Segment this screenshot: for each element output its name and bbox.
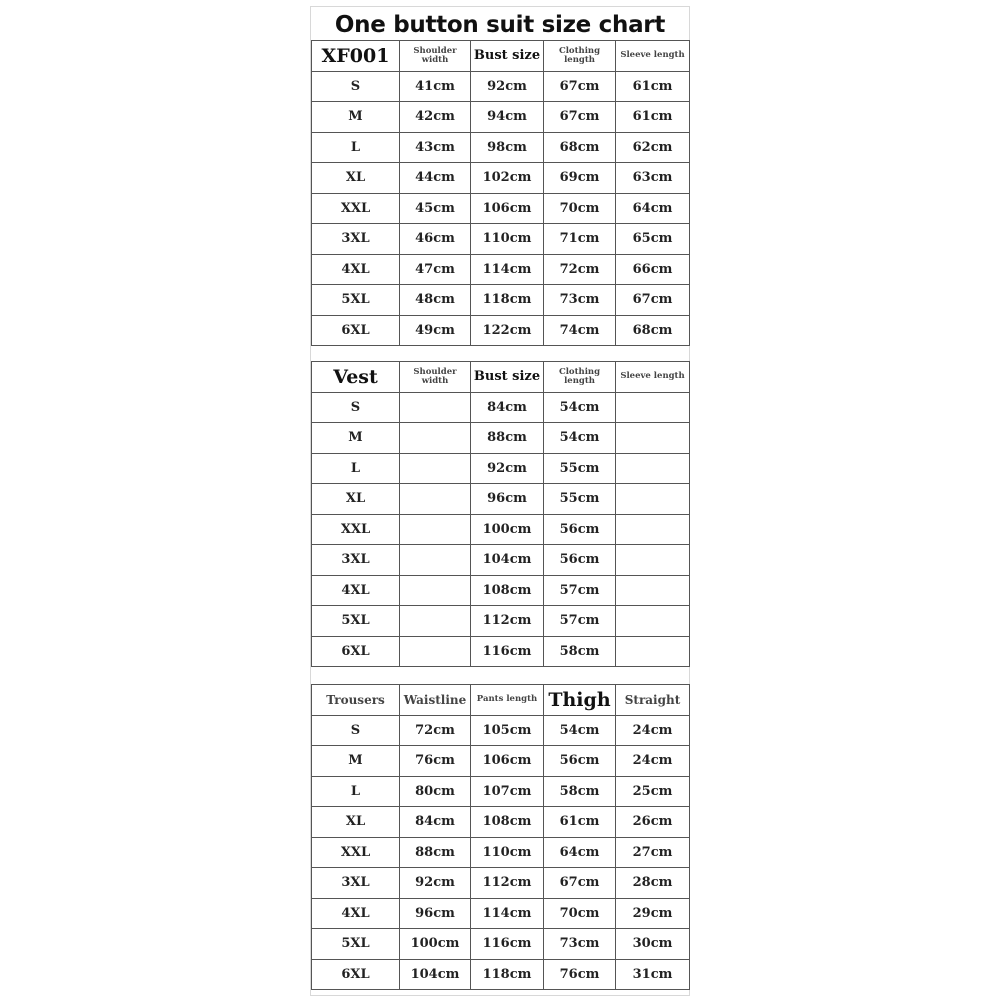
measurement-cell: 73cm <box>544 929 616 960</box>
column-header: Clothing length <box>544 362 616 393</box>
size-label: 3XL <box>312 868 400 899</box>
measurement-cell: 112cm <box>471 868 544 899</box>
measurement-cell: 56cm <box>544 545 616 576</box>
measurement-cell <box>400 575 471 606</box>
measurement-cell: 107cm <box>471 776 544 807</box>
table-row <box>312 959 690 990</box>
measurement-cell: 88cm <box>471 423 544 454</box>
measurement-cell: 108cm <box>471 575 544 606</box>
measurement-cell: 73cm <box>544 285 616 316</box>
measurement-cell: 24cm <box>616 746 690 777</box>
column-header: XF001 <box>312 41 400 72</box>
trousers-size-table <box>311 684 690 990</box>
measurement-cell: 64cm <box>616 193 690 224</box>
measurement-cell: 92cm <box>400 868 471 899</box>
table-row <box>312 606 690 637</box>
measurement-cell: 61cm <box>616 102 690 133</box>
table-row <box>312 315 690 346</box>
size-label: 5XL <box>312 285 400 316</box>
column-header: Vest <box>312 362 400 393</box>
measurement-cell: 72cm <box>400 715 471 746</box>
measurement-cell: 66cm <box>616 254 690 285</box>
measurement-cell: 67cm <box>544 102 616 133</box>
table-row <box>312 807 690 838</box>
measurement-cell: 102cm <box>471 163 544 194</box>
table-row <box>312 423 690 454</box>
table-row <box>312 746 690 777</box>
measurement-cell: 72cm <box>544 254 616 285</box>
table-row <box>312 392 690 423</box>
table-row <box>312 224 690 255</box>
measurement-cell: 58cm <box>544 776 616 807</box>
measurement-cell <box>616 514 690 545</box>
measurement-cell <box>400 423 471 454</box>
measurement-cell <box>616 575 690 606</box>
measurement-cell: 56cm <box>544 746 616 777</box>
measurement-cell: 65cm <box>616 224 690 255</box>
measurement-cell <box>616 636 690 667</box>
measurement-cell <box>400 392 471 423</box>
table-row <box>312 132 690 163</box>
header-row <box>312 685 690 716</box>
measurement-cell: 54cm <box>544 715 616 746</box>
measurement-cell: 106cm <box>471 746 544 777</box>
table-row <box>312 193 690 224</box>
measurement-cell: 114cm <box>471 254 544 285</box>
table-row <box>312 776 690 807</box>
measurement-cell: 31cm <box>616 959 690 990</box>
table-row <box>312 545 690 576</box>
column-header: Thigh <box>544 685 616 716</box>
measurement-cell: 26cm <box>616 807 690 838</box>
measurement-cell: 45cm <box>400 193 471 224</box>
column-header: Straight <box>616 685 690 716</box>
table-row <box>312 484 690 515</box>
measurement-cell: 67cm <box>544 71 616 102</box>
measurement-cell: 70cm <box>544 898 616 929</box>
table-row <box>312 71 690 102</box>
measurement-cell: 71cm <box>544 224 616 255</box>
measurement-cell: 42cm <box>400 102 471 133</box>
measurement-cell: 57cm <box>544 575 616 606</box>
measurement-cell: 100cm <box>400 929 471 960</box>
column-header: Bust size <box>471 41 544 72</box>
table-row <box>312 929 690 960</box>
measurement-cell: 56cm <box>544 514 616 545</box>
size-label: 4XL <box>312 898 400 929</box>
chart-title: One button suit size chart <box>334 12 666 38</box>
measurement-cell <box>400 484 471 515</box>
size-label: XXL <box>312 514 400 545</box>
measurement-cell: 94cm <box>471 102 544 133</box>
table-row <box>312 254 690 285</box>
measurement-cell: 48cm <box>400 285 471 316</box>
measurement-cell: 122cm <box>471 315 544 346</box>
measurement-cell: 104cm <box>471 545 544 576</box>
measurement-cell: 29cm <box>616 898 690 929</box>
measurement-cell: 110cm <box>471 837 544 868</box>
measurement-cell: 28cm <box>616 868 690 899</box>
jacket-size-table <box>311 40 690 346</box>
size-label: 6XL <box>312 315 400 346</box>
size-label: 4XL <box>312 575 400 606</box>
measurement-cell: 118cm <box>471 959 544 990</box>
size-label: 5XL <box>312 929 400 960</box>
measurement-cell <box>616 392 690 423</box>
measurement-cell: 92cm <box>471 453 544 484</box>
measurement-cell: 84cm <box>400 807 471 838</box>
measurement-cell: 27cm <box>616 837 690 868</box>
column-header: Waistline <box>400 685 471 716</box>
measurement-cell: 116cm <box>471 929 544 960</box>
size-label: 3XL <box>312 224 400 255</box>
measurement-cell: 74cm <box>544 315 616 346</box>
measurement-cell <box>400 545 471 576</box>
measurement-cell: 68cm <box>616 315 690 346</box>
table-row <box>312 898 690 929</box>
measurement-cell: 44cm <box>400 163 471 194</box>
measurement-cell <box>400 453 471 484</box>
table-row <box>312 102 690 133</box>
measurement-cell: 110cm <box>471 224 544 255</box>
column-header: Shoulder width <box>400 362 471 393</box>
measurement-cell: 68cm <box>544 132 616 163</box>
size-label: M <box>312 423 400 454</box>
table-row <box>312 636 690 667</box>
measurement-cell: 76cm <box>400 746 471 777</box>
measurement-cell <box>400 514 471 545</box>
measurement-cell: 67cm <box>616 285 690 316</box>
measurement-cell: 57cm <box>544 606 616 637</box>
size-label: M <box>312 102 400 133</box>
column-header: Trousers <box>312 685 400 716</box>
size-label: XL <box>312 484 400 515</box>
size-label: S <box>312 71 400 102</box>
measurement-cell: 62cm <box>616 132 690 163</box>
measurement-cell: 41cm <box>400 71 471 102</box>
measurement-cell: 54cm <box>544 423 616 454</box>
size-label: XL <box>312 807 400 838</box>
measurement-cell: 49cm <box>400 315 471 346</box>
size-label: L <box>312 453 400 484</box>
table-row <box>312 285 690 316</box>
measurement-cell: 69cm <box>544 163 616 194</box>
measurement-cell: 30cm <box>616 929 690 960</box>
measurement-cell <box>616 423 690 454</box>
measurement-cell: 64cm <box>544 837 616 868</box>
size-label: S <box>312 392 400 423</box>
measurement-cell: 61cm <box>544 807 616 838</box>
measurement-cell: 43cm <box>400 132 471 163</box>
measurement-cell: 96cm <box>471 484 544 515</box>
size-label: XXL <box>312 837 400 868</box>
size-label: S <box>312 715 400 746</box>
measurement-cell: 114cm <box>471 898 544 929</box>
measurement-cell: 88cm <box>400 837 471 868</box>
table-row <box>312 837 690 868</box>
measurement-cell: 108cm <box>471 807 544 838</box>
size-label: 6XL <box>312 636 400 667</box>
measurement-cell: 55cm <box>544 484 616 515</box>
measurement-cell: 100cm <box>471 514 544 545</box>
measurement-cell: 54cm <box>544 392 616 423</box>
measurement-cell <box>400 636 471 667</box>
measurement-cell: 25cm <box>616 776 690 807</box>
measurement-cell <box>616 484 690 515</box>
table-row <box>312 868 690 899</box>
column-header: Clothing length <box>544 41 616 72</box>
measurement-cell: 116cm <box>471 636 544 667</box>
measurement-cell: 105cm <box>471 715 544 746</box>
size-label: 6XL <box>312 959 400 990</box>
size-label: 4XL <box>312 254 400 285</box>
table-row <box>312 715 690 746</box>
measurement-cell: 58cm <box>544 636 616 667</box>
measurement-cell: 118cm <box>471 285 544 316</box>
measurement-cell: 84cm <box>471 392 544 423</box>
size-label: 3XL <box>312 545 400 576</box>
measurement-cell <box>616 545 690 576</box>
measurement-cell <box>616 453 690 484</box>
table-row <box>312 514 690 545</box>
size-label: L <box>312 776 400 807</box>
measurement-cell: 24cm <box>616 715 690 746</box>
measurement-cell: 80cm <box>400 776 471 807</box>
column-header: Bust size <box>471 362 544 393</box>
vest-size-table <box>311 361 690 667</box>
measurement-cell: 106cm <box>471 193 544 224</box>
measurement-cell <box>616 606 690 637</box>
measurement-cell: 63cm <box>616 163 690 194</box>
column-header: Sleeve length <box>616 41 690 72</box>
table-row <box>312 575 690 606</box>
measurement-cell: 46cm <box>400 224 471 255</box>
column-header: Sleeve length <box>616 362 690 393</box>
size-label: L <box>312 132 400 163</box>
measurement-cell: 112cm <box>471 606 544 637</box>
measurement-cell: 47cm <box>400 254 471 285</box>
column-header: Pants length <box>471 685 544 716</box>
size-label: XL <box>312 163 400 194</box>
measurement-cell: 76cm <box>544 959 616 990</box>
measurement-cell: 70cm <box>544 193 616 224</box>
measurement-cell: 96cm <box>400 898 471 929</box>
measurement-cell: 104cm <box>400 959 471 990</box>
measurement-cell: 67cm <box>544 868 616 899</box>
size-label: M <box>312 746 400 777</box>
column-header: Shoulder width <box>400 41 471 72</box>
measurement-cell: 92cm <box>471 71 544 102</box>
measurement-cell: 98cm <box>471 132 544 163</box>
measurement-cell <box>400 606 471 637</box>
table-row <box>312 163 690 194</box>
table-row <box>312 453 690 484</box>
header-row <box>312 362 690 393</box>
size-label: XXL <box>312 193 400 224</box>
size-label: 5XL <box>312 606 400 637</box>
measurement-cell: 55cm <box>544 453 616 484</box>
header-row <box>312 41 690 72</box>
measurement-cell: 61cm <box>616 71 690 102</box>
